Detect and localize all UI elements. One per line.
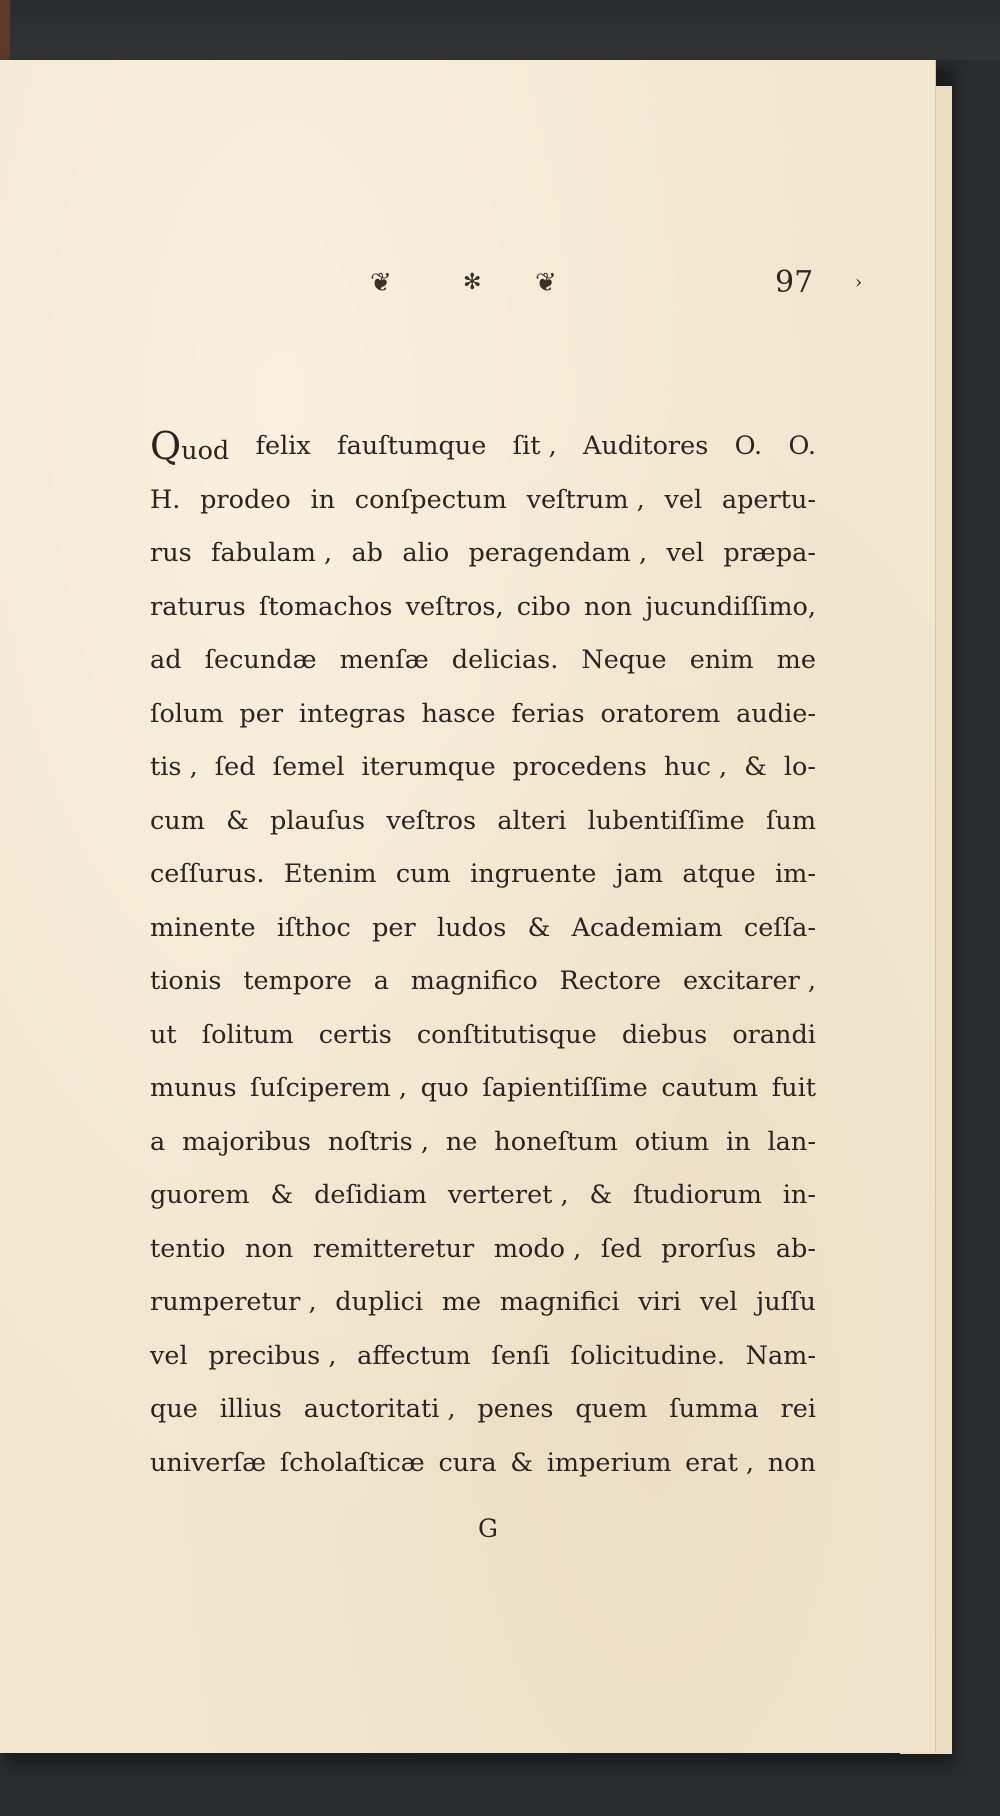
word: magnifico xyxy=(410,966,538,996)
word: integras xyxy=(298,698,406,729)
word: ab xyxy=(351,538,383,568)
text-line xyxy=(150,955,816,1009)
word: univerſæ xyxy=(150,1447,267,1478)
text-line xyxy=(150,1223,816,1277)
word: cautum xyxy=(661,1073,759,1103)
text-line xyxy=(150,1009,816,1063)
word xyxy=(150,420,229,474)
word: atque xyxy=(682,859,756,889)
word: ab- xyxy=(775,1233,816,1264)
word: non xyxy=(767,1447,816,1478)
word: huc , xyxy=(663,752,728,782)
word: ſit , xyxy=(512,431,557,461)
text-line xyxy=(150,1276,816,1330)
word: cum xyxy=(150,805,205,836)
text-line xyxy=(150,688,816,742)
word: ſolicitudine. xyxy=(570,1340,725,1371)
word: in- xyxy=(782,1180,816,1210)
word: ceſſa- xyxy=(743,912,816,943)
word: munus xyxy=(150,1073,237,1103)
word: & xyxy=(744,752,767,782)
word: fuit xyxy=(771,1073,816,1103)
word: orandi xyxy=(732,1019,816,1050)
page-number: 97 xyxy=(775,265,814,300)
word: erat , xyxy=(685,1447,755,1478)
page-header xyxy=(355,263,875,303)
word: ſolum xyxy=(150,698,224,729)
word: felix xyxy=(255,431,311,461)
text-line xyxy=(150,902,816,956)
word: rumperetur , xyxy=(150,1287,317,1317)
word: in xyxy=(310,484,336,515)
word: quo xyxy=(420,1073,469,1103)
word: menſæ xyxy=(339,645,429,675)
word: ſcholaſticæ xyxy=(279,1447,425,1478)
word: ſapientiſſime xyxy=(482,1073,648,1103)
word: apertu- xyxy=(721,484,816,515)
word: ſed xyxy=(600,1233,642,1264)
word: ſum xyxy=(765,805,816,836)
word: per xyxy=(372,912,416,943)
word: lan- xyxy=(767,1126,816,1157)
word: vel xyxy=(150,1340,188,1371)
word: auctoritati , xyxy=(303,1394,456,1424)
word: precibus , xyxy=(208,1340,337,1371)
text-line xyxy=(150,1437,816,1491)
word: & xyxy=(510,1447,533,1478)
word: per xyxy=(239,698,284,729)
word: ſemel xyxy=(272,752,345,782)
word: tionis xyxy=(150,966,222,996)
word: honeſtum xyxy=(494,1126,618,1157)
word: ſumma xyxy=(669,1394,759,1424)
word: iſthoc xyxy=(276,912,351,943)
word: veſtros, xyxy=(405,591,504,622)
text-line xyxy=(150,420,816,474)
word: me xyxy=(441,1287,482,1317)
word: & xyxy=(226,805,249,836)
word: noſtris , xyxy=(327,1126,429,1157)
page-arrow-icon: › xyxy=(855,272,863,293)
word: ne xyxy=(445,1126,478,1157)
word: guorem xyxy=(150,1180,250,1210)
word: imperium xyxy=(546,1447,672,1478)
word: vel xyxy=(666,538,705,568)
word: raturus xyxy=(150,591,246,622)
word: ſuſciperem , xyxy=(250,1073,407,1103)
word: penes xyxy=(477,1394,554,1424)
word: Rectore xyxy=(559,966,662,996)
word: tempore xyxy=(243,966,352,996)
word: lo- xyxy=(783,752,816,782)
word: otium xyxy=(634,1126,710,1157)
word: delicias. xyxy=(451,645,559,675)
word: fauſtumque xyxy=(337,431,487,461)
word: ferias xyxy=(511,698,585,729)
word: non xyxy=(584,591,633,622)
text-line xyxy=(150,634,816,688)
word: Auditores xyxy=(583,431,709,461)
word: me xyxy=(776,645,816,675)
body-text xyxy=(150,420,816,1490)
word: ludos xyxy=(436,912,507,943)
word: illius xyxy=(219,1394,282,1424)
word: ingruente xyxy=(470,859,597,889)
word: excitarer , xyxy=(682,966,816,996)
word: conſtitutisque xyxy=(416,1019,597,1050)
word: lubentiſſime xyxy=(587,805,745,836)
text-line xyxy=(150,741,816,795)
word: deſidiam xyxy=(314,1180,427,1210)
text-line xyxy=(150,581,816,635)
word: affectum xyxy=(357,1340,471,1371)
backdrop xyxy=(0,0,1000,60)
catchword: G xyxy=(478,1514,498,1543)
word: modo , xyxy=(493,1233,582,1264)
word: certis xyxy=(318,1019,392,1050)
word: alteri xyxy=(497,805,567,836)
word: plauſus xyxy=(270,805,366,836)
word: juſſu xyxy=(756,1287,816,1317)
word: ſecundæ xyxy=(204,645,317,675)
word: prodeo xyxy=(200,484,291,515)
word: peragendam , xyxy=(468,538,648,568)
word: audie- xyxy=(736,698,816,729)
word: O. xyxy=(734,431,763,461)
ornament-star-icon: ✻ xyxy=(463,270,482,295)
word: im- xyxy=(775,859,816,889)
text-line xyxy=(150,1383,816,1437)
ornament-left-icon: ❦ xyxy=(370,268,392,298)
word: duplici xyxy=(335,1287,424,1317)
word: alio xyxy=(402,538,450,568)
word: rus xyxy=(150,538,192,568)
word: Nam- xyxy=(745,1340,816,1371)
drop-cap: Q xyxy=(150,424,182,468)
text-line xyxy=(150,1169,816,1223)
word: hasce xyxy=(421,698,496,729)
book-spine-edge xyxy=(0,0,10,60)
text-line xyxy=(150,795,816,849)
word: prorſus xyxy=(661,1233,757,1264)
word: veſtros xyxy=(386,805,477,836)
word: a xyxy=(373,966,389,996)
word: præpa- xyxy=(723,538,816,568)
word: & xyxy=(527,912,551,943)
word: verteret , xyxy=(447,1180,569,1210)
word: tentio xyxy=(150,1233,226,1264)
word: Academiam xyxy=(571,912,723,943)
word: remitteretur xyxy=(312,1233,475,1264)
ornament-right-icon: ❦ xyxy=(535,268,557,298)
word: ſtomachos xyxy=(258,591,393,622)
word: ad xyxy=(150,645,182,675)
word: & xyxy=(589,1180,613,1210)
word: H. xyxy=(150,484,181,515)
word: jucundiſſimo, xyxy=(645,591,816,622)
word: quem xyxy=(575,1394,648,1424)
word: cibo xyxy=(516,591,571,622)
word: oratorem xyxy=(600,698,721,729)
word: & xyxy=(270,1180,294,1210)
word: ſolitum xyxy=(201,1019,294,1050)
word: cura xyxy=(438,1447,497,1478)
word: iterumque xyxy=(361,752,496,782)
text-line xyxy=(150,474,816,528)
word: procedens xyxy=(512,752,647,782)
word: que xyxy=(150,1394,198,1424)
text-line xyxy=(150,1062,816,1116)
word: viri xyxy=(638,1287,682,1317)
word: vel xyxy=(664,484,703,515)
word: minente xyxy=(150,912,256,943)
word: jam xyxy=(615,859,664,889)
word: ſed xyxy=(214,752,256,782)
text-line xyxy=(150,848,816,902)
word: majoribus xyxy=(182,1126,311,1157)
word: Etenim xyxy=(283,859,377,889)
word: ſtudiorum xyxy=(633,1180,762,1210)
word: fabulam , xyxy=(211,538,333,568)
word: in xyxy=(726,1126,751,1157)
word: Neque xyxy=(581,645,667,675)
word: conſpectum xyxy=(354,484,507,515)
word: ut xyxy=(150,1019,177,1050)
word: magnifici xyxy=(499,1287,620,1317)
word: rei xyxy=(780,1394,816,1424)
text-line xyxy=(150,527,816,581)
word: enim xyxy=(689,645,754,675)
word: vel xyxy=(699,1287,738,1317)
text-line xyxy=(150,1116,816,1170)
word: cum xyxy=(395,859,451,889)
word: diebus xyxy=(621,1019,708,1050)
word-rest: uod xyxy=(181,436,230,466)
word: ſenſi xyxy=(491,1340,550,1371)
word: non xyxy=(245,1233,294,1264)
word: O. xyxy=(788,431,816,461)
word: veſtrum , xyxy=(526,484,645,515)
word: ceſſurus. xyxy=(150,859,265,889)
text-line xyxy=(150,1330,816,1384)
word: a xyxy=(150,1126,166,1157)
word: tis , xyxy=(150,752,198,782)
